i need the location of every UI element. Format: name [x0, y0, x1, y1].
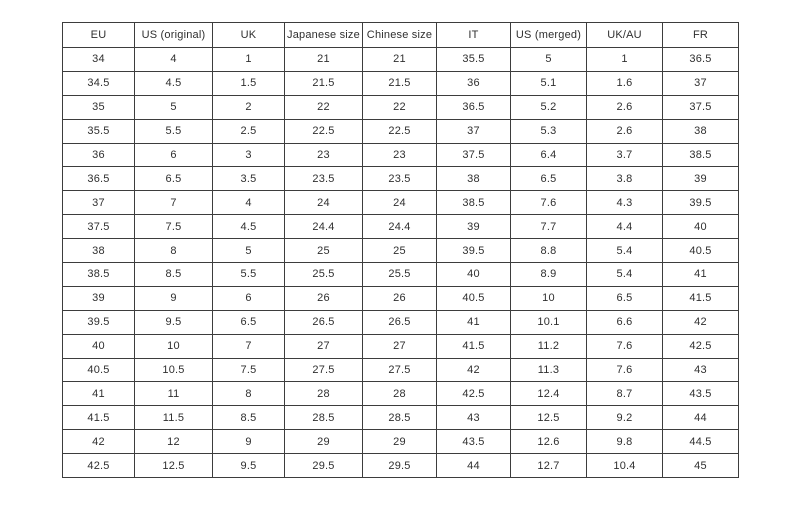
size-cell: 28.5	[363, 406, 437, 430]
size-cell: 8.7	[587, 382, 663, 406]
size-cell: 39.5	[63, 310, 135, 334]
size-cell: 36	[63, 143, 135, 167]
size-cell: 3.8	[587, 167, 663, 191]
size-conversion-table-container	[62, 22, 739, 478]
size-cell: 6	[213, 286, 285, 310]
size-cell: 7.7	[511, 215, 587, 239]
size-cell: 9	[213, 430, 285, 454]
size-cell: 1	[587, 48, 663, 72]
size-cell: 23.5	[363, 167, 437, 191]
size-cell: 21.5	[285, 71, 363, 95]
size-cell: 38	[663, 119, 739, 143]
table-row	[63, 382, 739, 406]
size-cell: 8.9	[511, 263, 587, 287]
size-cell: 2.5	[213, 119, 285, 143]
size-cell: 8.8	[511, 239, 587, 263]
size-cell: 4.5	[213, 215, 285, 239]
size-cell: 11.3	[511, 358, 587, 382]
size-cell: 23.5	[285, 167, 363, 191]
size-cell: 29	[285, 430, 363, 454]
size-cell: 8.5	[135, 263, 213, 287]
size-cell: 21	[285, 48, 363, 72]
size-cell: 26.5	[363, 310, 437, 334]
size-cell: 25.5	[285, 263, 363, 287]
table-body	[63, 48, 739, 478]
size-cell: 2	[213, 95, 285, 119]
table-row	[63, 167, 739, 191]
size-cell: 9.2	[587, 406, 663, 430]
size-cell: 7	[213, 334, 285, 358]
size-cell: 42	[63, 430, 135, 454]
table-row	[63, 286, 739, 310]
size-cell: 37.5	[663, 95, 739, 119]
size-cell: 10	[511, 286, 587, 310]
table-row	[63, 71, 739, 95]
size-cell: 22.5	[285, 119, 363, 143]
size-cell: 41	[663, 263, 739, 287]
size-cell: 12.7	[511, 454, 587, 478]
table-row	[63, 48, 739, 72]
size-cell: 12.6	[511, 430, 587, 454]
size-cell: 5	[213, 239, 285, 263]
column-header: IT	[437, 23, 511, 48]
table-header	[63, 23, 739, 48]
size-cell: 4	[213, 191, 285, 215]
size-cell: 12.5	[511, 406, 587, 430]
size-cell: 28	[363, 382, 437, 406]
size-cell: 39.5	[437, 239, 511, 263]
column-header: Chinese size	[363, 23, 437, 48]
size-cell: 5.4	[587, 263, 663, 287]
column-header: Japanese size	[285, 23, 363, 48]
size-cell: 9	[135, 286, 213, 310]
size-cell: 27.5	[285, 358, 363, 382]
size-cell: 7	[135, 191, 213, 215]
column-header: UK/AU	[587, 23, 663, 48]
size-cell: 37	[663, 71, 739, 95]
size-cell: 34.5	[63, 71, 135, 95]
size-cell: 35.5	[437, 48, 511, 72]
size-cell: 40.5	[63, 358, 135, 382]
size-cell: 5.1	[511, 71, 587, 95]
size-cell: 12.4	[511, 382, 587, 406]
shoe-size-conversion-table	[62, 22, 739, 478]
size-cell: 39	[63, 286, 135, 310]
size-cell: 11.2	[511, 334, 587, 358]
size-cell: 25	[285, 239, 363, 263]
table-row	[63, 406, 739, 430]
table-row	[63, 191, 739, 215]
table-row	[63, 143, 739, 167]
size-cell: 6.5	[213, 310, 285, 334]
size-cell: 41	[437, 310, 511, 334]
size-cell: 9.5	[213, 454, 285, 478]
size-cell: 39	[663, 167, 739, 191]
size-cell: 26	[285, 286, 363, 310]
table-row	[63, 215, 739, 239]
size-cell: 22	[285, 95, 363, 119]
size-cell: 37.5	[437, 143, 511, 167]
size-cell: 24.4	[363, 215, 437, 239]
size-cell: 37	[63, 191, 135, 215]
size-cell: 11	[135, 382, 213, 406]
size-cell: 44	[437, 454, 511, 478]
size-cell: 5.4	[587, 239, 663, 263]
size-cell: 42.5	[63, 454, 135, 478]
size-cell: 10	[135, 334, 213, 358]
size-cell: 5	[135, 95, 213, 119]
size-cell: 12	[135, 430, 213, 454]
size-cell: 1.6	[587, 71, 663, 95]
size-cell: 12.5	[135, 454, 213, 478]
size-cell: 35.5	[63, 119, 135, 143]
size-cell: 41.5	[663, 286, 739, 310]
size-cell: 27	[285, 334, 363, 358]
size-cell: 4.4	[587, 215, 663, 239]
size-cell: 6.5	[135, 167, 213, 191]
size-cell: 39	[437, 215, 511, 239]
size-cell: 44	[663, 406, 739, 430]
size-cell: 10.1	[511, 310, 587, 334]
size-cell: 24.4	[285, 215, 363, 239]
size-cell: 24	[363, 191, 437, 215]
size-cell: 23	[363, 143, 437, 167]
size-cell: 2.6	[587, 119, 663, 143]
size-cell: 6.6	[587, 310, 663, 334]
size-cell: 43.5	[663, 382, 739, 406]
table-row	[63, 310, 739, 334]
table-row	[63, 334, 739, 358]
size-cell: 41	[63, 382, 135, 406]
size-cell: 3.5	[213, 167, 285, 191]
size-cell: 2.6	[587, 95, 663, 119]
size-cell: 35	[63, 95, 135, 119]
column-header: FR	[663, 23, 739, 48]
size-cell: 7.5	[135, 215, 213, 239]
size-cell: 28	[285, 382, 363, 406]
size-cell: 37.5	[63, 215, 135, 239]
size-cell: 38.5	[437, 191, 511, 215]
size-cell: 11.5	[135, 406, 213, 430]
size-cell: 6.5	[511, 167, 587, 191]
table-row	[63, 119, 739, 143]
size-cell: 27.5	[363, 358, 437, 382]
size-cell: 7.6	[511, 191, 587, 215]
size-cell: 7.6	[587, 334, 663, 358]
column-header: US (original)	[135, 23, 213, 48]
size-cell: 6	[135, 143, 213, 167]
size-cell: 38	[437, 167, 511, 191]
size-cell: 26.5	[285, 310, 363, 334]
size-cell: 9.5	[135, 310, 213, 334]
table-row	[63, 358, 739, 382]
size-cell: 38.5	[663, 143, 739, 167]
size-cell: 22	[363, 95, 437, 119]
size-cell: 41.5	[63, 406, 135, 430]
size-cell: 4	[135, 48, 213, 72]
size-cell: 40.5	[437, 286, 511, 310]
column-header: US (merged)	[511, 23, 587, 48]
size-cell: 21.5	[363, 71, 437, 95]
size-cell: 40	[437, 263, 511, 287]
size-cell: 7.5	[213, 358, 285, 382]
size-cell: 9.8	[587, 430, 663, 454]
table-row	[63, 263, 739, 287]
size-cell: 36.5	[663, 48, 739, 72]
size-cell: 43	[663, 358, 739, 382]
size-cell: 4.5	[135, 71, 213, 95]
size-cell: 34	[63, 48, 135, 72]
size-cell: 29.5	[285, 454, 363, 478]
size-cell: 24	[285, 191, 363, 215]
size-cell: 5.2	[511, 95, 587, 119]
size-cell: 38	[63, 239, 135, 263]
size-cell: 40	[63, 334, 135, 358]
size-cell: 44.5	[663, 430, 739, 454]
size-cell: 42	[437, 358, 511, 382]
size-cell: 36.5	[437, 95, 511, 119]
size-cell: 38.5	[63, 263, 135, 287]
size-cell: 5	[511, 48, 587, 72]
header-row	[63, 23, 739, 48]
size-cell: 1	[213, 48, 285, 72]
size-cell: 22.5	[363, 119, 437, 143]
size-cell: 28.5	[285, 406, 363, 430]
size-cell: 42	[663, 310, 739, 334]
table-row	[63, 454, 739, 478]
column-header: UK	[213, 23, 285, 48]
size-cell: 37	[437, 119, 511, 143]
size-cell: 5.5	[135, 119, 213, 143]
size-cell: 5.3	[511, 119, 587, 143]
size-cell: 4.3	[587, 191, 663, 215]
size-cell: 25	[363, 239, 437, 263]
size-cell: 41.5	[437, 334, 511, 358]
size-cell: 36.5	[63, 167, 135, 191]
table-row	[63, 239, 739, 263]
size-cell: 21	[363, 48, 437, 72]
size-cell: 23	[285, 143, 363, 167]
size-cell: 42.5	[437, 382, 511, 406]
size-cell: 8	[213, 382, 285, 406]
size-cell: 3	[213, 143, 285, 167]
size-cell: 6.5	[587, 286, 663, 310]
size-cell: 5.5	[213, 263, 285, 287]
size-cell: 29.5	[363, 454, 437, 478]
size-cell: 45	[663, 454, 739, 478]
size-cell: 29	[363, 430, 437, 454]
size-cell: 6.4	[511, 143, 587, 167]
size-cell: 42.5	[663, 334, 739, 358]
size-cell: 10.5	[135, 358, 213, 382]
size-cell: 1.5	[213, 71, 285, 95]
table-row	[63, 95, 739, 119]
size-cell: 8.5	[213, 406, 285, 430]
size-cell: 25.5	[363, 263, 437, 287]
size-cell: 39.5	[663, 191, 739, 215]
size-cell: 40.5	[663, 239, 739, 263]
table-row	[63, 430, 739, 454]
column-header: EU	[63, 23, 135, 48]
size-cell: 26	[363, 286, 437, 310]
size-cell: 3.7	[587, 143, 663, 167]
size-cell: 10.4	[587, 454, 663, 478]
size-cell: 8	[135, 239, 213, 263]
size-cell: 27	[363, 334, 437, 358]
size-cell: 36	[437, 71, 511, 95]
size-cell: 43.5	[437, 430, 511, 454]
size-cell: 7.6	[587, 358, 663, 382]
size-cell: 40	[663, 215, 739, 239]
size-cell: 43	[437, 406, 511, 430]
